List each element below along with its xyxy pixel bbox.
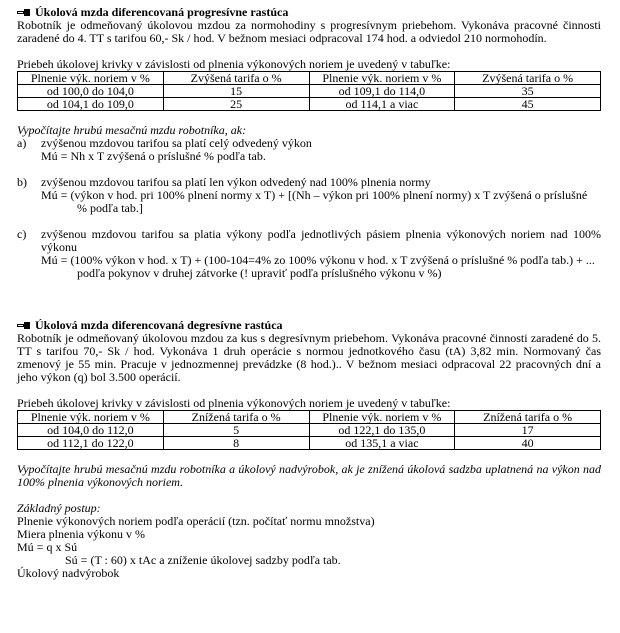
section2-table-caption: Priebeh úkolovej krivky v závislosti od plnenia výkonových noriem je uvedený v tabuľke: [17,396,451,410]
table-cell: od 100,0 do 104,0 [18,85,164,98]
table-cell: od 104,0 do 112,0 [18,424,164,437]
formula-a: Mú = Nh x T zvýšená o príslušné % podľa tab. [41,149,266,163]
table-cell: 25 [163,98,309,111]
formula-b-line1: Mú = (výkon v hod. pri 100% plnení normy x T) + [(Nh – výkon pri 100% plnení normy) x T zvýšená o príslušné [41,188,588,202]
formula-b-line2: % podľa tab.] [77,201,143,215]
table-header-row [18,411,601,424]
table-cell: od 109,1 do 114,0 [309,85,455,98]
list-label: a) [17,136,27,150]
pointing-hand-icon [17,321,31,330]
list-item-c [17,228,601,254]
section2-table [17,410,601,450]
table-cell: 17 [455,424,601,437]
table-cell: 45 [455,98,601,111]
table-cell: od 112,1 do 122,0 [18,437,164,450]
procedure-step: Plnenie výkonových noriem podľa operácií (tzn. počítať normu množstva) [17,514,375,528]
table-cell: od 122,1 do 135,0 [309,424,455,437]
procedure-step: Mú = q x Sú [17,540,78,554]
table-cell: 40 [455,437,601,450]
table-header-cell: Znížená tarifa o % [163,411,309,424]
table-header-cell: Zvýšená tarifa o % [163,72,309,85]
table-cell: od 104,1 do 109,0 [18,98,164,111]
formula-c-line2: podľa pokynov v druhej zátvorke (! upraviť podľa príslušného výkonu v %) [77,266,442,280]
list-label: b) [17,175,27,189]
table-header-cell: Plnenie výk. noriem v % [18,72,164,85]
section2-paragraph: Robotník je odmeňovaný úkolovou mzdou za kus s degresívnym priebehom. Vykonáva pracovné činnosti zaradené do 5. TT s tarifou 70,- Sk / hod. Vykonáva 1 druh operácie s normou jednotkového času (tA) 3,82 min. Normovaný čas zmenový je 55 min. Pracuje v jednozmennej prevádzke (8 hod.).. V bežnom mesiaci odpracoval 22 pracovných dní a jeho výkon (q) bol 3.500 operácií. [17,331,601,384]
procedure-title: Základný postup: [17,501,101,515]
procedure-step: Úkolový nadvýrobok [17,566,120,580]
procedure-step: Miera plnenia výkonu v % [17,527,145,541]
table-row [18,437,601,450]
table-cell: 5 [163,424,309,437]
section2-title: Úkolová mzda diferencovaná degresívne rastúca [35,318,283,332]
table-cell: 35 [455,85,601,98]
section1-table-caption: Priebeh úkolovej krivky v závislosti od plnenia výkonových noriem je uvedený v tabuľke: [17,57,451,71]
list-text: zvýšenou mzdovou tarifou sa platí len výkon odvedený nad 100% plnenia normy [41,175,431,189]
table-header-row [18,72,601,85]
list-label: c) [17,227,27,241]
list-text: zvýšenou mzdovou tarifou sa platia výkony podľa jednotlivých pásiem plnenia výkonových noriem nad 100% výkonu [41,227,601,254]
table-cell: 15 [163,85,309,98]
table-header-cell: Znížená tarifa o % [455,411,601,424]
table-header-cell: Zvýšená tarifa o % [455,72,601,85]
table-header-cell: Plnenie výk. noriem v % [18,411,164,424]
procedure-step: Sú = (T : 60) x tAc a zníženie úkolovej sadzby podľa tab. [65,553,341,567]
section1-title: Úkolová mzda diferencovaná progresívne rastúca [35,5,289,19]
list-text: zvýšenou mzdovou tarifou sa platí celý odvedený výkon [41,136,312,150]
section1-paragraph: Robotník je odmeňovaný úkolovou mzdou za normohodiny s progresívnym priebehom. Vykonáva pracovné činnosti zaradené do 4. TT s tarifou 60,- Sk / hod. V bežnom mesiaci odpracoval 174 hod. a odviedol 210 normohodín. [17,18,601,45]
formula-c-line1: Mú = (100% výkon v hod. x T) + (100-104=4% zo 100% výkonu v hod. x T zvýšená o príslušné % podľa tab.) + ... [41,253,595,267]
table-cell: 8 [163,437,309,450]
table-cell: od 135,1 a viac [309,437,455,450]
table-row [18,98,601,111]
section2-task: Vypočítajte hrubú mesačnú mzdu robotníka a úkolový nadvýrobok, ak je znížená úkolová sadzba uplatnená na výkon nad 100% plnenia výkonových noriem. [17,462,601,489]
table-row [18,85,601,98]
table-cell: od 114,1 a viac [309,98,455,111]
table-header-cell: Plnenie výk. noriem v % [309,72,455,85]
section1-table [17,71,601,111]
table-row [18,424,601,437]
pointing-hand-icon [17,8,31,17]
document-page [17,6,601,580]
table-header-cell: Plnenie výk. noriem v % [309,411,455,424]
section1-task: Vypočítajte hrubú mesačnú mzdu robotníka, ak: [17,123,247,137]
